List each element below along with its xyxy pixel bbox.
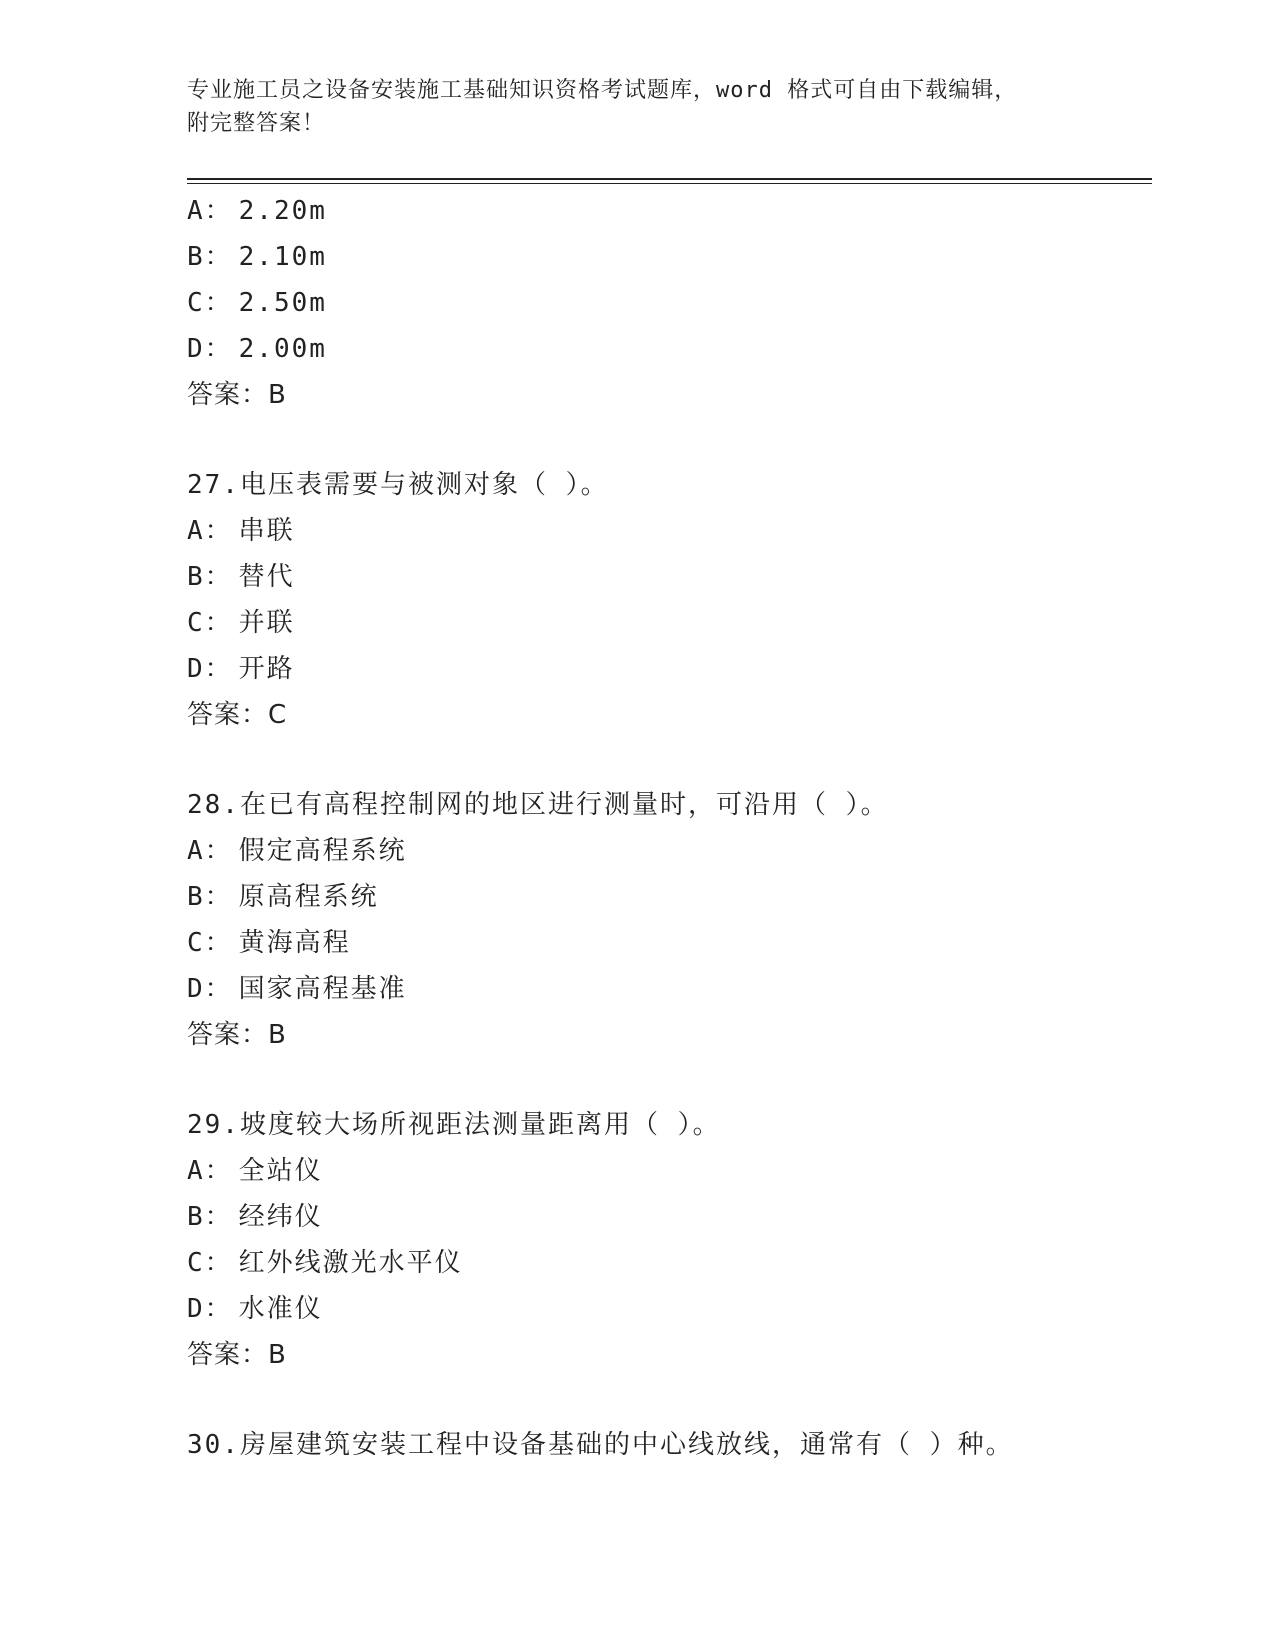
option-letter: A： [187,1156,233,1186]
option-a [187,1148,1152,1194]
option-letter: A： [187,836,233,866]
option-text: 2.10m [238,242,327,272]
question-text: 28.在已有高程控制网的地区进行测量时，可沿用（ ）。 [187,790,889,820]
question-text: 29.坡度较大场所视距法测量距离用（ ）。 [187,1110,721,1140]
option-letter: A： [187,196,233,226]
option-b [187,874,1152,920]
option-d [187,966,1152,1012]
spacer [187,418,1152,462]
option-text: 串联 [238,516,295,546]
option-text: 并联 [238,608,295,638]
question-28-block [187,782,1152,1058]
option-letter: C： [187,928,233,958]
option-letter: D： [187,334,233,364]
option-d [187,1286,1152,1332]
answer: 答案：B [187,1020,287,1050]
question-26-block [187,188,1152,418]
header-divider-thin [187,183,1152,184]
question-text: 30.房屋建筑安装工程中设备基础的中心线放线，通常有（ ）种。 [187,1430,1014,1460]
option-text: 2.20m [238,196,327,226]
question-27-block [187,462,1152,738]
header-line-2: 附完整答案！ [187,111,326,136]
question-30-block [187,1422,1152,1468]
option-b [187,234,1152,280]
answer: 答案：B [187,380,287,410]
option-text: 经纬仪 [238,1202,323,1232]
option-d [187,646,1152,692]
option-letter: D： [187,974,233,1004]
question-list [187,188,1152,1468]
option-text: 红外线激光水平仪 [238,1248,463,1278]
document-header [187,74,1067,140]
option-letter: C： [187,608,233,638]
option-a [187,508,1152,554]
spacer [187,738,1152,782]
spacer [187,1058,1152,1102]
answer: 答案：B [187,1340,287,1370]
option-letter: B： [187,1202,233,1232]
option-c [187,280,1152,326]
option-text: 假定高程系统 [238,836,407,866]
question-text: 27.电压表需要与被测对象（ ）。 [187,470,609,500]
option-letter: C： [187,288,233,318]
option-text: 2.00m [238,334,327,364]
option-b [187,1194,1152,1240]
option-letter: D： [187,1294,233,1324]
option-letter: D： [187,654,233,684]
option-text: 黄海高程 [238,928,351,958]
option-text: 开路 [238,654,295,684]
option-letter: B： [187,562,233,592]
option-a [187,188,1152,234]
option-c [187,920,1152,966]
option-text: 2.50m [238,288,327,318]
option-letter: B： [187,882,233,912]
option-a [187,828,1152,874]
answer: 答案：C [187,700,288,730]
header-line-1: 专业施工员之设备安装施工基础知识资格考试题库，word 格式可自由下载编辑， [187,78,1018,103]
question-29-block [187,1102,1152,1378]
option-letter: A： [187,516,233,546]
option-text: 水准仪 [238,1294,323,1324]
option-text: 原高程系统 [238,882,379,912]
spacer [187,1378,1152,1422]
option-letter: C： [187,1248,233,1278]
option-text: 替代 [238,562,295,592]
option-b [187,554,1152,600]
option-d [187,326,1152,372]
option-c [187,1240,1152,1286]
header-divider-thick [187,178,1152,180]
option-text: 全站仪 [238,1156,323,1186]
option-text: 国家高程基准 [238,974,407,1004]
option-c [187,600,1152,646]
option-letter: B： [187,242,233,272]
